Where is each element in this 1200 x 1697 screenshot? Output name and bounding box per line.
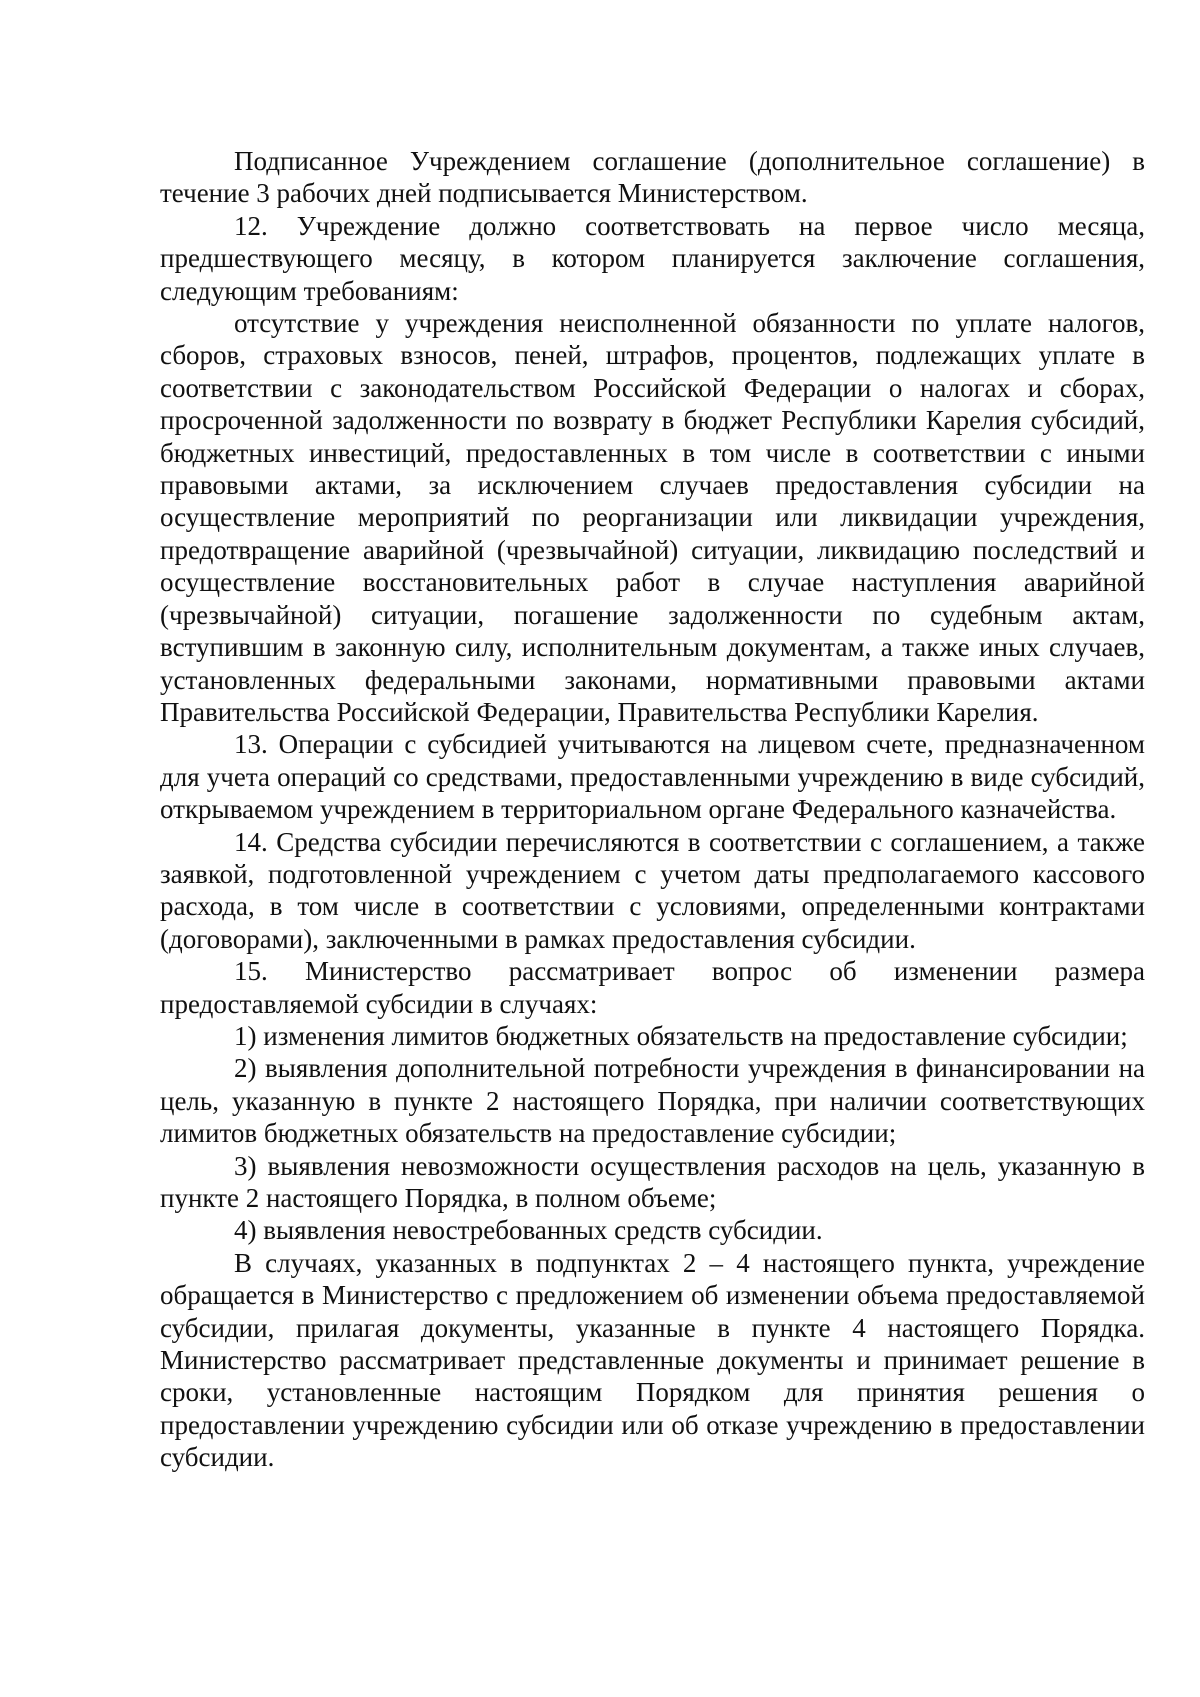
paragraph-subitem-2: 2) выявления дополнительной потребности учреждения в финансировании на цель, указанную в пункте 2 настоящего Порядка, при наличии соответствующих лимитов бюджетных обязательств на предоставление субсидии; (160, 1053, 1145, 1149)
paragraph-item-15: 15. Министерство рассматривает вопрос об изменении размера предоставляемой субсидии в случаях: (160, 956, 1145, 1019)
paragraph-subitem-1: 1) изменения лимитов бюджетных обязательств на предоставление субсидии; (234, 1020, 1128, 1051)
paragraph-subitem-4: 4) выявления невостребованных средств субсидии. (234, 1215, 823, 1246)
document-page (160, 145, 1145, 1474)
paragraph-item-12: 12. Учреждение должно соответствовать на первое число месяца, предшествующего месяцу, в котором планируется заключение соглашения, следующим требованиям: (160, 210, 1145, 306)
paragraph-item-14: 14. Средства субсидии перечисляются в соответствии с соглашением, а также заявкой, подготовленной учреждением с учетом даты предполагаемого кассового расхода, в том числе в соответствии с условиями, определенными контрактами (договорами), заключенными в рамках предоставления субсидии. (160, 826, 1145, 954)
paragraph-requirements: отсутствие у учреждения неисполненной обязанности по уплате налогов, сборов, страховых взносов, пеней, штрафов, процентов, подлежащих уплате в соответствии с законодательством Российской Федерации о налогах и сборах, просроченной задолженности по возврату в бюджет Республики Карелия субсидий, бюджетных инвестиций, предоставленных в том числе в соответствии с иными правовыми актами, за исключением случаев предоставления субсидии на осуществление мероприятий по реорганизации или ликвидации учреждения, предотвращение аварийной (чрезвычайной) ситуации, ликвидацию последствий и осуществление восстановительных работ в случае наступления аварийной (чрезвычайной) ситуации, погашение задолженности по судебным актам, вступившим в законную силу, исполнительным документам, а также иных случаев, установленных федеральными законами, нормативными правовыми актами Правительства Российской Федерации, Правительства Республики Карелия. (160, 308, 1145, 727)
paragraph-subitem-3: 3) выявления невозможности осуществления расходов на цель, указанную в пункте 2 настоящего Порядка, в полном объеме; (160, 1150, 1145, 1213)
paragraph-cases-procedure: В случаях, указанных в подпунктах 2 – 4 настоящего пункта, учреждение обращается в Министерство с предложением об изменении объема предоставляемой субсидии, прилагая документы, указанные в пункте 4 настоящего Порядка. Министерство рассматривает представленные документы и принимает решение в сроки, установленные настоящим Порядком для принятия решения о предоставлении учреждению субсидии или об отказе учреждению в предоставлении субсидии. (160, 1247, 1145, 1473)
paragraph-item-13: 13. Операции с субсидией учитываются на лицевом счете, предназначенном для учета операций со средствами, предоставленными учреждению в виде субсидий, открываемом учреждением в территориальном органе Федерального казначейства. (160, 729, 1145, 825)
paragraph-agreement-signing: Подписанное Учреждением соглашение (дополнительное соглашение) в течение 3 рабочих дней подписывается Министерством. (160, 146, 1145, 209)
